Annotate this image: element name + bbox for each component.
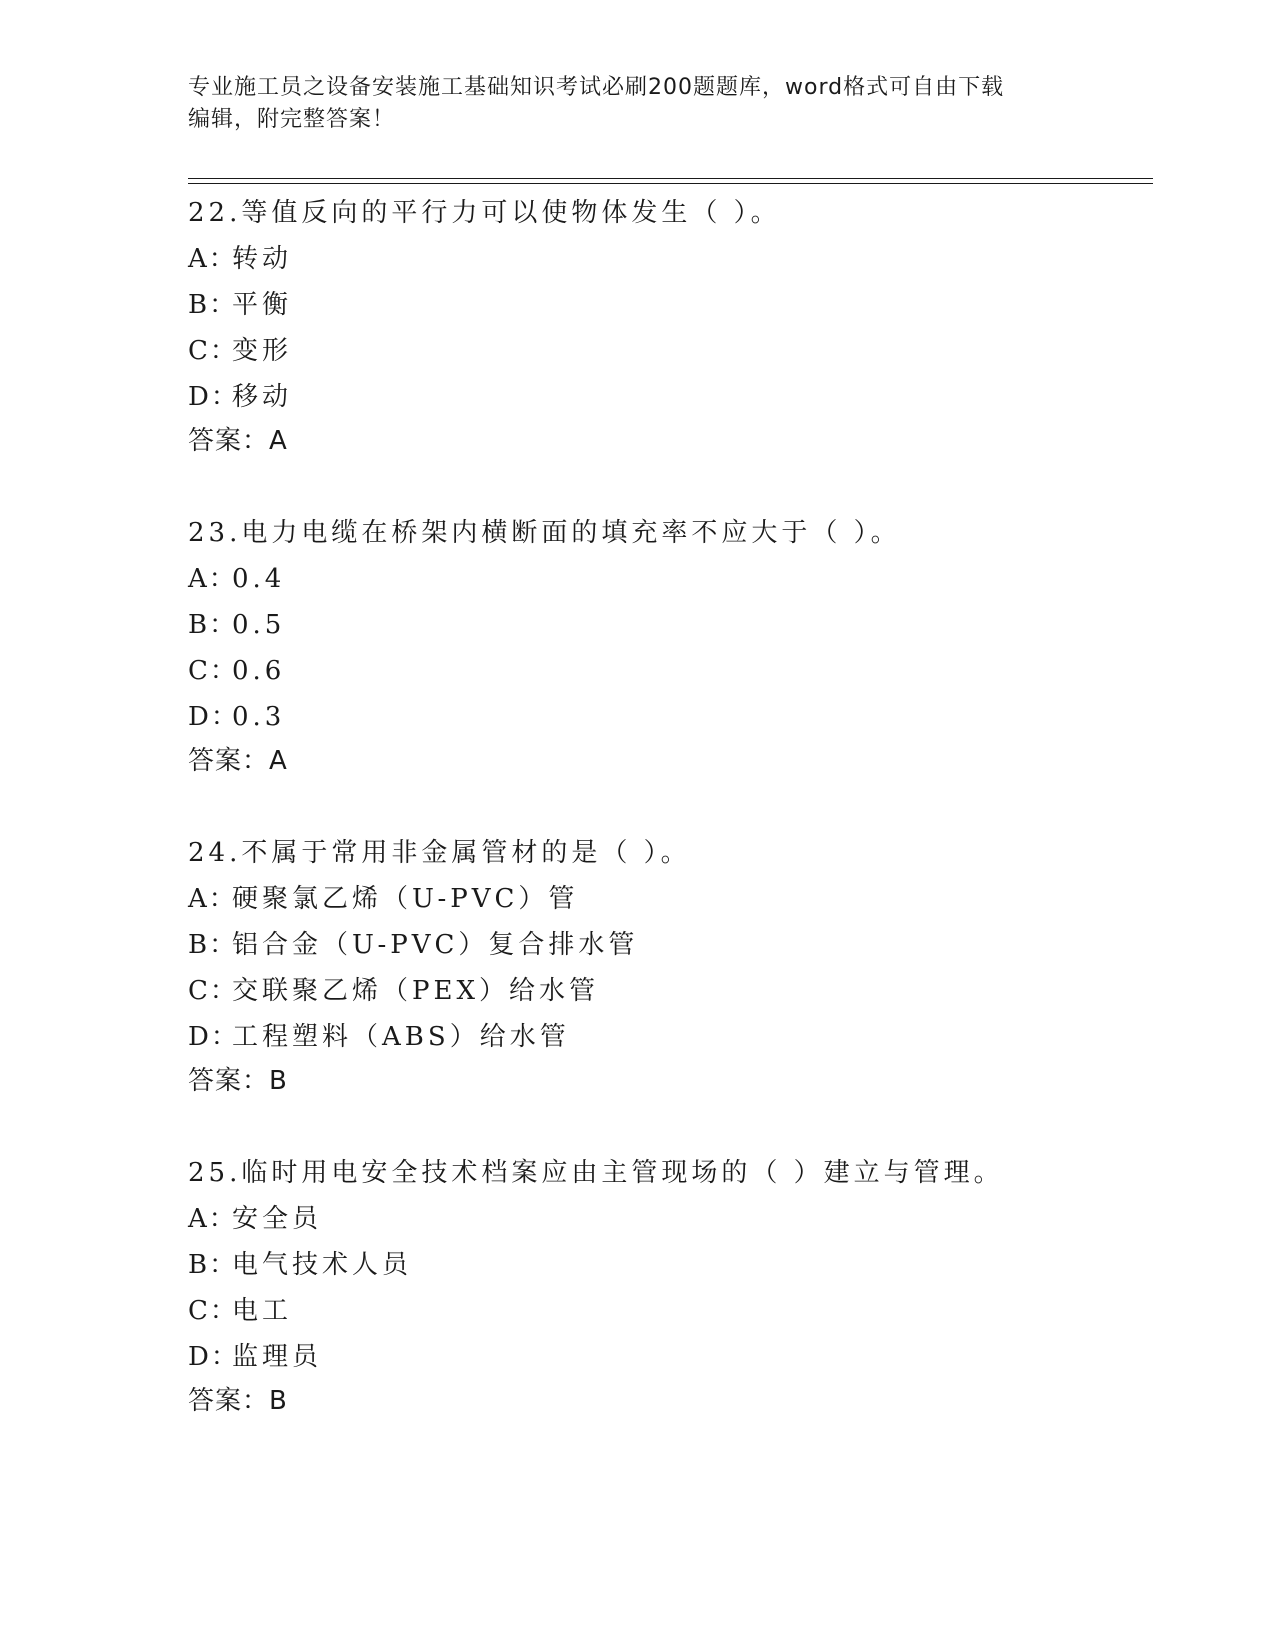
option-c (188, 328, 1148, 374)
option-text: 变形 (232, 336, 293, 366)
answer-line: 答案：B (188, 1066, 288, 1096)
option-text: 0.4 (232, 564, 286, 594)
option-key: D： (188, 1342, 239, 1372)
question-stem: 24.不属于常用非金属管材的是（ ）。 (188, 838, 691, 868)
option-key: D： (188, 1022, 239, 1052)
option-c (188, 968, 1148, 1014)
option-key: A： (188, 1204, 237, 1234)
option-text: 交联聚乙烯（PEX）给水管 (232, 976, 599, 1006)
question-23 (188, 510, 1148, 830)
option-text: 平衡 (232, 290, 293, 320)
option-b (188, 602, 1148, 648)
option-key: D： (188, 382, 239, 412)
option-text: 移动 (232, 382, 293, 412)
option-key: C： (188, 976, 238, 1006)
option-c (188, 1288, 1148, 1334)
option-text: 转动 (232, 244, 293, 274)
question-stem: 25.临时用电安全技术档案应由主管现场的（ ）建立与管理。 (188, 1158, 1004, 1188)
option-text: 0.6 (232, 656, 286, 686)
header-title-line-1: 专业施工员之设备安装施工基础知识考试必刷200题题库，word格式可自由下载 (188, 75, 1005, 100)
option-key: B： (188, 610, 238, 640)
option-key: A： (188, 884, 237, 914)
option-key: B： (188, 290, 238, 320)
option-text: 监理员 (232, 1342, 323, 1372)
answer-line: 答案：B (188, 1386, 288, 1416)
answer-line: 答案：A (188, 426, 288, 456)
option-b (188, 922, 1148, 968)
option-key: C： (188, 1296, 238, 1326)
option-text: 电气技术人员 (232, 1250, 413, 1280)
question-25 (188, 1150, 1148, 1470)
option-a (188, 876, 1148, 922)
option-text: 电工 (232, 1296, 293, 1326)
option-text: 0.5 (232, 610, 286, 640)
option-d (188, 1014, 1148, 1060)
option-a (188, 236, 1148, 282)
option-key: A： (188, 564, 237, 594)
question-24 (188, 830, 1148, 1150)
option-key: A： (188, 244, 237, 274)
answer-line: 答案：A (188, 746, 288, 776)
option-a (188, 556, 1148, 602)
option-text: 工程塑料（ABS）给水管 (232, 1022, 570, 1052)
option-d (188, 374, 1148, 420)
question-22 (188, 190, 1148, 510)
option-text: 硬聚氯乙烯（U-PVC）管 (232, 884, 579, 914)
option-key: C： (188, 656, 238, 686)
header-divider-bottom (188, 183, 1153, 184)
header-divider-top (188, 178, 1153, 179)
question-stem: 22.等值反向的平行力可以使物体发生（ ）。 (188, 198, 781, 228)
option-d (188, 694, 1148, 740)
option-text: 铝合金（U-PVC）复合排水管 (232, 930, 639, 960)
option-b (188, 282, 1148, 328)
option-key: B： (188, 1250, 238, 1280)
option-a (188, 1196, 1148, 1242)
option-key: C： (188, 336, 238, 366)
option-b (188, 1242, 1148, 1288)
question-stem: 23.电力电缆在桥架内横断面的填充率不应大于（ ）。 (188, 518, 901, 548)
option-key: B： (188, 930, 238, 960)
document-header (188, 72, 1088, 136)
option-d (188, 1334, 1148, 1380)
question-list (188, 190, 1148, 1470)
option-key: D： (188, 702, 239, 732)
header-title-line-2: 编辑，附完整答案！ (188, 107, 396, 132)
option-text: 安全员 (232, 1204, 323, 1234)
option-text: 0.3 (232, 702, 286, 732)
option-c (188, 648, 1148, 694)
